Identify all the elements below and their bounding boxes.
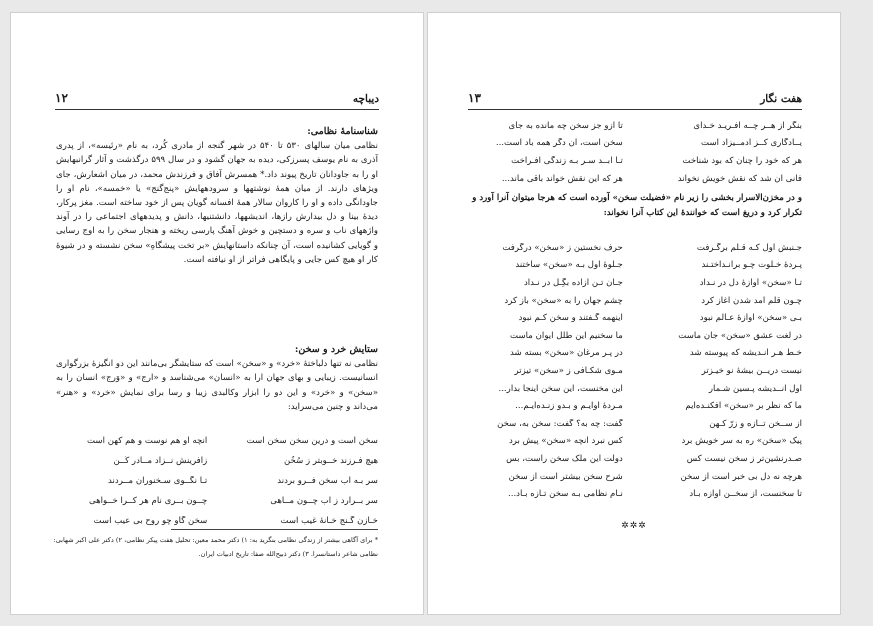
verse-line (464, 380, 802, 398)
verse-hemistich: سخن است و درین سخن سخن است (246, 436, 378, 446)
verse-hemistich: یــادگاری کــز آدمــیزاد است (701, 138, 802, 149)
verse-hemistich: تا ازو جز سخن چه مانده به جای (508, 120, 623, 131)
verse-line (56, 491, 378, 511)
left-header-title: دیباچه (352, 93, 379, 105)
left-page-header (55, 91, 379, 110)
verse-hemistich: پـردهٔ خـلوت چـو برانـداختـند (701, 260, 802, 271)
verse-hemistich: در پـر مرغان «سخن» بسته شد (510, 348, 623, 359)
verse-line (464, 292, 802, 310)
left-body-section-2 (56, 343, 378, 414)
verse-line (464, 468, 802, 486)
section-title-biography: شناسنامهٔ نظامی: (307, 126, 378, 137)
verse-hemistich: هر که این نقش خواند باقی ماند... (501, 173, 623, 184)
verse-hemistich: سر بـه آب سخن فــرو بردند (277, 476, 378, 486)
verse-line (464, 345, 802, 363)
verse-line (464, 397, 802, 415)
right-page (427, 12, 841, 615)
verse-hemistich: بـی «سخن» آوازهٔ عـالم نبود (699, 313, 802, 324)
verse-hemistich: بنگر از هــر چــه آفـریـد خـدای (693, 120, 802, 131)
footnote-rule (171, 529, 378, 530)
verse-hemistich: جـلوهٔ اول بـه «سخن» ساختند (515, 260, 623, 271)
verse-line (464, 485, 802, 503)
verse-hemistich: زآفرینش نــزاد مــادر کُــن (113, 456, 208, 466)
verse-line (464, 257, 802, 275)
verse-line (56, 451, 378, 471)
verse-hemistich: نیست دریــن بیشهٔ نو خیـزتر (701, 365, 802, 376)
verse-line (464, 152, 802, 170)
verse-hemistich: تـا نگــوی سـخنوران مــردند (108, 476, 208, 486)
verse-hemistich: در لغت عشق «سخن» جان ماست (678, 330, 802, 341)
verse-hemistich: شرح سخن بیشتر است از سخن (508, 471, 623, 482)
verse-hemistich: دولت این ملک سخن راست، بس (506, 453, 623, 464)
verse-line (56, 471, 378, 491)
verse-hemistich: خـط هـر انـدیشه که پیوسته شد (689, 348, 802, 359)
verse-hemistich: سخن است، آن دگر همه باد است... (495, 138, 623, 149)
verse-hemistich: تـا ابــد سـر بـه زندگی افـراخت (511, 155, 623, 166)
verse-hemistich: جـنبش اول کـه قـلم برگـرفت (696, 242, 802, 253)
section-title-praise: ستایش خرد و سخن: (294, 344, 378, 355)
verse-hemistich: پیک «سخن» ره به سر خویش برد (681, 436, 802, 447)
verse-hemistich: چشم جهان را به «سخن» باز کرد (504, 295, 623, 306)
verse-hemistich: ما که نظر بر «سخن» افکنـده‌ایم (685, 401, 802, 412)
verse-hemistich: سخن گاو چو روح بی عیب است (93, 516, 208, 526)
verse-hemistich: اول انــدیشه پـسین شـمار (708, 383, 802, 394)
praise-paragraph: نظامی نه تنها دلباختهٔ «خرد» و «سخن» است که ستایشگر بی‌مانند این دو انگیزهٔ بزرگواری انسانیست. زیبایی و بهای جهان ارا به «انسان» می‌شناسد و «ارج» و «وَرج» انسان را به «سخن» و «خرد» و این دو را ابزار وکالبدی زیبا و رسا برای نمایش «خرد» و «هنر» می‌داند و چنین می‌سراید: (56, 359, 378, 412)
verse-line (464, 239, 802, 257)
verse-line (464, 433, 802, 451)
left-page-number: ۱۲ (55, 91, 68, 105)
verse-hemistich: صـدرنشین‌تر ز سخن نیست کس (686, 453, 802, 464)
verse-hemistich: تـا «سخن» آوازهٔ دل در نـداد (699, 277, 802, 288)
verse-line (464, 362, 802, 380)
verse-hemistich: مـوی شکـافی ز «سخن» تیزتر (514, 365, 623, 376)
footnote: * برای آگاهی بیشتر از زندگی نظامی بنگرید به: ۱) دکتر محمد معین: تحلیل هفت پیکر نظامی، ۲) دکتر علی اکبر شهابی: نظامی شاعر داستانسرا. ۳) دکتر ذبیح‌الله صفا: تاریخ ادبیات ایران. (53, 536, 378, 558)
right-verses-main (464, 239, 802, 503)
verse-hemistich: نـام نظامی بـه سخن تـازه بـاد... (507, 489, 623, 500)
verse-hemistich: حرف نخستین ز «سخن» درگرفت (502, 242, 623, 253)
verse-hemistich: هرچه نه دل بی خبر است از سخن (680, 471, 802, 482)
verse-hemistich: این مخنست، این سخن اینجا بدار... (498, 383, 623, 394)
biography-paragraph: نظامی میان سالهای ۵۳۰ تا ۵۴۰ در شهر گنجه از مادری کُرد، به نام «رئیسه»، از پدری آذری به نام یوسف پسرزکی، دیده به جهان گشود و در سال ۵۹۹ درگذشت و آثار گرانبهایش او را به جاودانان تاریخ پیوند داد.* همسرش آفاق و فرزندش محمد، در میان اشعارش، جای ویژهای دارند. از میان همهٔ نوشتهها و سرودههایش «پنج‌گنج» یا «خمسه»، نام او را جاودانگی داده و او را کاروان سالار همهٔ افسانه گویان پس از خود ساخته است. مغز پرکار، دیدهٔ بینا و دل بیدارش رازها، اندیشهها، دانشتنیها، دانش و پدیدههای اجتماعی را در آوند واژههای ناب و سره و دستچین و خوش آهنگ پارسی ریخته و هنجار سخن را به اوج رسایی و گویایی کشانیده است، آن چنانکه داستانهایش «بر تخت پیشگاهِ» سخن نشسته و در شیوهٔ کار او هیچ کس جایی و پایگاهی فراتر از او نیافته است. (56, 141, 378, 265)
verse-hemistich: آنچه او هم نوست و هم کهن است (86, 436, 208, 446)
verse-line (464, 415, 802, 433)
verse-line (56, 511, 378, 531)
intro-paragraph: و در مخزن‌الاسرار بخشی را زیر نام «فضیلت سخن» آورده است که هرجا میتوان آنرا آورد و تکرار کرد و دریغ است که خوانندهٔ این کتاب آنرا نخواند: (472, 193, 802, 218)
verse-hemistich: چــون بــری نام هر کــرا خــواهی (88, 496, 208, 506)
verse-hemistich: هر که خود را چنان که بود شناخت (682, 155, 802, 166)
right-verses-top (464, 117, 802, 187)
verse-line (464, 117, 802, 135)
verse-hemistich: گفت: چه به؟ گفت: سخن به، سخن (497, 418, 623, 429)
verse-hemistich: چـون قلم آمد شدن آغاز کرد (701, 295, 802, 306)
verse-hemistich: فانی آن شد که نقش خویش نخواند (677, 173, 802, 184)
verse-hemistich: از ســخن تــازه و زرّ کـهن (709, 418, 802, 429)
verse-line (56, 431, 378, 451)
verse-line (464, 170, 802, 188)
verse-hemistich: خـازن گـنج خـانهٔ غیب است (280, 516, 378, 526)
verse-line (464, 309, 802, 327)
right-page-header (468, 91, 802, 110)
verse-line (464, 327, 802, 345)
left-body-section-1 (56, 125, 378, 267)
left-page (10, 12, 424, 615)
verse-line (464, 274, 802, 292)
left-verses (56, 431, 378, 531)
verse-line (464, 135, 802, 153)
section-end-stars: ✲✲✲ (621, 521, 647, 531)
verse-hemistich: کس نبرد آنچه «سخن» پیش برد (508, 436, 623, 447)
verse-hemistich: جـان تـن آزاده بگِـل در نـداد (523, 277, 623, 288)
verse-hemistich: ما سخنیم این طلل ایوان ماست (510, 330, 623, 341)
verse-hemistich: تا سخنست، از سخــن آوازه بـاد (689, 489, 802, 500)
right-header-title: هفت نگار (760, 93, 802, 105)
verse-hemistich: اینهمه گـفتند و سخن کـم نبود (518, 313, 623, 324)
right-page-number: ۱۳ (468, 91, 481, 105)
verse-line (464, 450, 802, 468)
verse-hemistich: سر بــرآرد ز آب چــون مــاهی (270, 496, 378, 506)
verse-hemistich: هیچ فـرزند خــوبتر ز سُخُن (284, 456, 378, 466)
verse-hemistich: مـردهٔ اوایـم و بـدو زنـده‌ایـم... (515, 401, 623, 412)
